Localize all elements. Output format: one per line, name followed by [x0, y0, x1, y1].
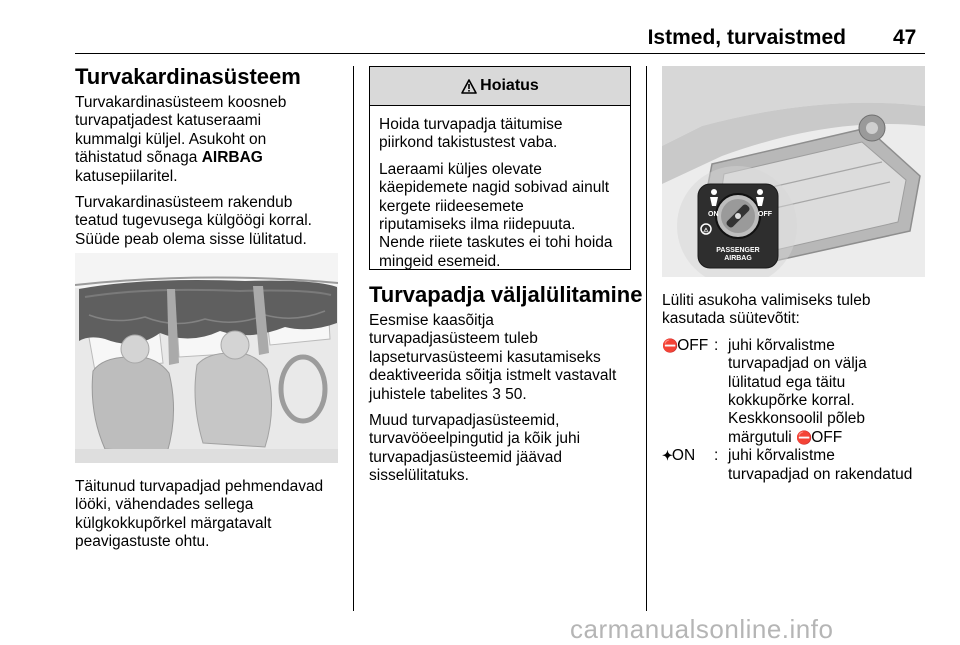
- text-line: Süüde peab olema sisse lülitatud.: [75, 230, 307, 248]
- text-line: deaktiveerida sõitja istmelt vastavalt: [369, 367, 617, 385]
- text-line: Lüliti asukoha valimiseks tuleb: [662, 292, 871, 309]
- switch-intro-paragraph: [662, 292, 932, 329]
- switch-on-label: ON: [708, 211, 719, 218]
- text-line: lapseturvasüsteemi kasutamiseks: [369, 348, 601, 366]
- middle-column-lower: [369, 282, 643, 494]
- text-line: Nende riiete taskutes ei tohi hoida: [379, 234, 613, 252]
- text-line: külgkokkupõrkel märgatavalt: [75, 514, 272, 532]
- section-heading-curtain: Turvakardinasüsteem: [75, 64, 301, 89]
- definition-on: [662, 447, 932, 484]
- switch-passenger-label: PASSENGER: [716, 247, 760, 254]
- definition-colon: :: [714, 336, 719, 354]
- definition-colon: :: [714, 447, 719, 465]
- text-line: juhi kõrvalistme: [728, 336, 835, 354]
- airbag-on-icon: ✦: [662, 448, 672, 464]
- text-line: Turvakardinasüsteem koosneb: [75, 94, 287, 111]
- key-switch-svg: [662, 66, 925, 277]
- text-line: käepidemete nagid sobivad ainult: [379, 179, 610, 197]
- definition-description-on: [728, 447, 932, 484]
- curtain-deploy-paragraph: [75, 194, 345, 249]
- watermark: carmanualsonline.info: [570, 614, 834, 644]
- warning-title: Hoiatus: [480, 77, 539, 94]
- text-line: sisselülitatuks.: [369, 467, 469, 485]
- definition-term-off: ⛔OFF: [662, 336, 709, 354]
- left-column-lower: [75, 478, 345, 560]
- text-line: turvapadjad on rakendatud: [728, 465, 913, 483]
- page-reference-arrow-icon: 3: [492, 385, 501, 403]
- text-line: katusepiilaritel.: [75, 167, 178, 185]
- airbag-off-icon: ⛔: [796, 429, 812, 445]
- airbag-label: AIRBAG: [201, 149, 263, 167]
- definition-term-on: ✦ON: [662, 447, 696, 465]
- curtain-intro-paragraph: [75, 94, 345, 186]
- text-line: Turvakardinasüsteem rakendub: [75, 194, 293, 212]
- text-line: kasutada süütevõtit:: [662, 310, 800, 328]
- text-line: kokkupõrke korral.: [728, 392, 855, 410]
- curtain-airbag-illustration: [75, 253, 338, 463]
- definition-description-off: [728, 337, 932, 447]
- warning-header: [370, 67, 630, 106]
- text-line: teatud tugevusega külgöögi korral.: [75, 212, 312, 230]
- text-line: Täitunud turvapadjad pehmendavad: [75, 478, 324, 495]
- airbag-off-icon: ⛔: [662, 337, 678, 353]
- column-divider-1: [353, 66, 354, 611]
- text-line: turvapadjasüsteemid jäävad: [369, 448, 563, 466]
- deactivation-paragraph-2: [369, 412, 639, 486]
- text-line: peavigastuste ohtu.: [75, 533, 210, 551]
- text-line: lülitatud ega täitu: [728, 373, 846, 391]
- section-heading-deactivation: Turvapadja väljalülitamine: [369, 282, 643, 307]
- running-header-title: Istmed, turvaistmed: [647, 26, 846, 49]
- text-line: Laeraami küljes olevate: [379, 160, 542, 178]
- text-line: Eesmise kaasõitja: [369, 312, 494, 329]
- header-rule: [75, 53, 925, 54]
- text-line: kergete riideesemete: [379, 197, 524, 215]
- text-line: piirkond takistustest vaba.: [379, 134, 558, 152]
- text-line: Muud turvapadjasüsteemid,: [369, 412, 560, 430]
- text-line: mingeid esemeid.: [379, 252, 501, 270]
- warning-paragraph-2: [379, 161, 620, 271]
- text-line: märgutuli ⛔OFF: [728, 428, 843, 446]
- text-line: turvapadjad on välja: [728, 355, 867, 373]
- text-line: turvavööeelpingutid ja kõik juhi: [369, 430, 581, 448]
- text-line: Keskkonsoolil põleb: [728, 410, 866, 428]
- warning-box: [369, 66, 631, 270]
- column-divider-2: [646, 66, 647, 611]
- curtain-airbag-svg: [75, 253, 338, 463]
- curtain-effect-paragraph: [75, 478, 345, 552]
- warning-paragraph-1: [379, 116, 620, 153]
- text-line: kummalgi küljel. Asukoht on: [75, 130, 267, 148]
- text-line: turvapadjasüsteem tuleb: [369, 330, 538, 348]
- warning-triangle-icon: [461, 79, 477, 94]
- page-reference-link[interactable]: 50.: [500, 385, 527, 403]
- text-line: tähistatud sõnaga AIRBAG: [75, 149, 263, 167]
- switch-airbag-label: AIRBAG: [724, 255, 752, 262]
- text-line: juhi kõrvalistme: [728, 447, 835, 465]
- warning-body: [370, 106, 630, 271]
- seat-belt-icon: ⚠: [703, 228, 709, 234]
- text-line: lööki, vähendades sellega: [75, 496, 254, 514]
- text-line: Hoida turvapadja täitumise: [379, 116, 563, 133]
- text-line: turvapatjadest katuseraami: [75, 112, 262, 130]
- airbag-key-switch-illustration: [662, 66, 925, 277]
- definition-off: [662, 337, 932, 447]
- switch-off-label: OFF: [758, 211, 772, 218]
- text-line: juhistele tabelites 3 50.: [369, 385, 527, 403]
- page-number: 47: [893, 26, 917, 49]
- deactivation-paragraph-1: [369, 312, 639, 404]
- left-column: [75, 64, 345, 257]
- right-column-lower: [662, 292, 932, 484]
- text-line: riputamiseks ilma riidepuuta.: [379, 216, 576, 234]
